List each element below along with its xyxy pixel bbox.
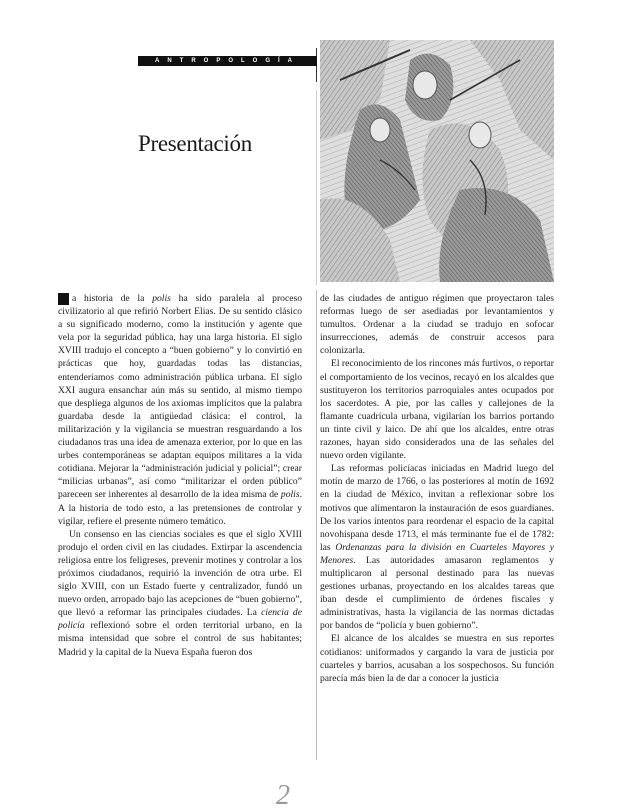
paragraph: El reconocimiento de los rincones más furtivos, o reportar el comportamiento de los vecinos, recayó en los alcaldes que sustituyeron los territorios parroquiales antes ocupados por los sacerdotes. A pie, por las calles y callejones de la flamante cuadrícula urbana, vigilarían los barrios portando un tinte civil y laico. De ahí que los alcaldes, entre otras razones, hayan sido considerados una de las señales del nuevo orden vigilante. xyxy=(320,358,554,462)
page-title: Presentación xyxy=(138,131,252,157)
text-run: ha sido paralela al proceso civilizatorio al que refirió Norbert Elias. De su sentido clásico a su significado moderno, como la institución y agente que vela por la seguridad pública, hay una larga historia. El siglo XVIII tradujo el concepto a “buen gobierno” y lo convirtió en prácticas que hoy, guardadas todas las distancias, entenderíamos como administración pública urbana. El siglo XXI augura ensanchar aún más su sentido, al mismo tiempo que despliega algunos de los axiomas implícitos que la palabra guardaba desde la antigüedad clásica: el control, la militarización y la vigilancia se muestran resguardando a los ciudadanos tras una idea de amenaza exterior, por lo que en las urbes contemporáneas se adaptan equipos militares a la vida cotidiana. Mejorar la “administración judicial y policial”; crear “milicias urbanas”, así como “militarizar el orden público” pareceen ser inherentes al desarrollo de la idea misma de xyxy=(58,293,302,501)
page-number: 2 xyxy=(276,780,290,811)
paragraph xyxy=(58,528,302,659)
column-divider xyxy=(316,290,317,760)
paragraph: de las ciudades de antiguo régimen que proyectaron tales reformas luego de ser asediadas por levantamientos y tumultos. Ordenar a la ciudad se tradujo en sofocar insurrecciones, además de construir accesos para colonizarla. xyxy=(320,293,554,357)
engraving-illustration-icon xyxy=(320,40,554,282)
text-run: Las reformas policíacas iniciadas en Madrid luego del motín de marzo de 1766, o las posteriores al motín de 1692 en la ciudad de México, invitan a reflexionar sobre los motivos que alimentaron la instauración de esos guardianes. De los varios intentos para reordenar el espacio de la capital novohispana desde 1713, el más terminante fue el de 1782: las xyxy=(320,463,554,553)
dropcap xyxy=(58,293,69,305)
section-label: ANTROPOLOGÍA xyxy=(155,58,300,64)
figure-divider xyxy=(316,90,317,285)
text-column-right xyxy=(320,292,554,762)
text-run: . Las autoridades amasaron reglamentos y multiplicaron al personal destinado para las nuevas gestiones urbanas, proyectando en los alcaldes tareas que iban desde el cumplimiento de órdenes fiscales y administrativas, hasta la vigilancia de las normas dictadas por bandos de “policía y buen gobierno”. xyxy=(320,554,554,632)
italic-term: polis xyxy=(280,489,300,501)
text-run: a historia de la xyxy=(72,293,153,304)
text-run: Un consenso en las ciencias sociales es que el siglo XVIII produjo el orden civil en las ciudades. Extirpar la ascendencia religiosa entre los feligreses, prevenir motines y controlar a los próximos ciudadanos, requirió la invención de otra urbe. El siglo XVIII, con un Estado fuerte y centralizador, fundó un nuevo orden, arropado bajo las acepciones de “buen gobierno”, que llevó a reformar las principales ciudades. La xyxy=(58,528,302,619)
text-column-left xyxy=(58,292,302,752)
paragraph xyxy=(58,292,302,528)
italic-term: ciencia de policía xyxy=(58,607,302,632)
section-header-bar xyxy=(138,56,317,66)
text-run: . A la historia de todo esto, a las pretensiones de controlar y vigilar, refiere el presente número temático. xyxy=(58,489,302,527)
paragraph: El alcance de los alcaldes se muestra en sus reportes cotidianos: uniformados y cargando la vara de justicia por cuarteles y barrios, acusaban a los sospechosos. Su función parecía más bien la de dar a conocer la justicia xyxy=(320,633,554,684)
paragraph xyxy=(320,462,554,632)
text-run: reflexionó sobre el orden territorial urbano, en la misma intensidad que sobre el control de sus habitantes; Madrid y la capital de la Nueva España fueron dos xyxy=(58,620,302,658)
italic-term: Ordenanzas para la división en Cuarteles Mayores y Menores xyxy=(320,541,554,566)
italic-term: polis xyxy=(152,293,171,304)
